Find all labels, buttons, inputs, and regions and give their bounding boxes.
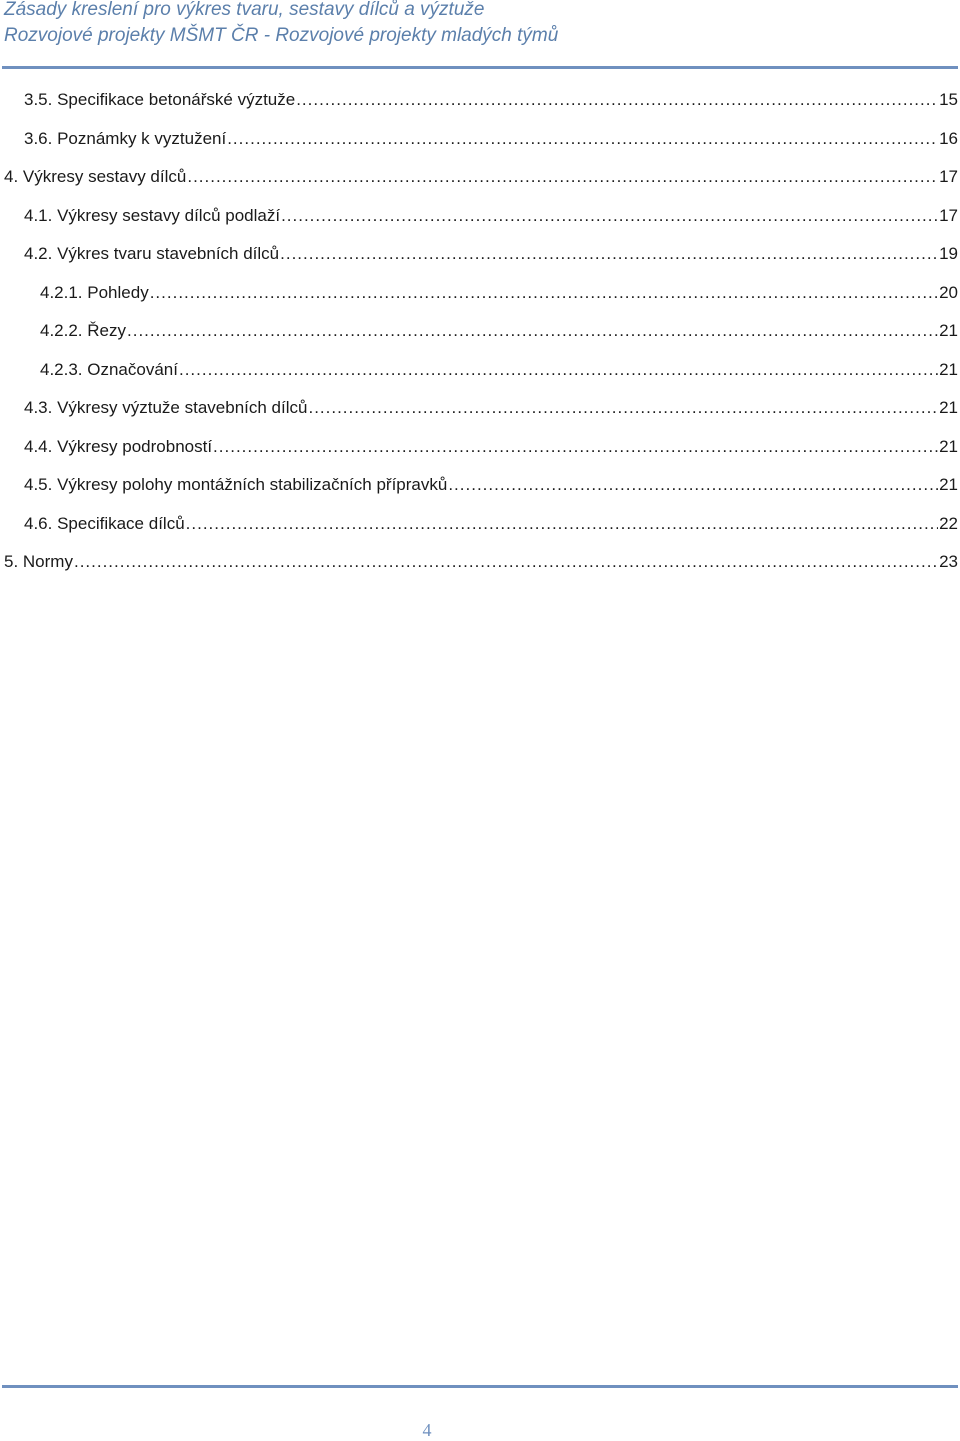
toc-entry-label: 3.6. Poznámky k vyztužení [24, 128, 227, 148]
toc-dot-leader [150, 280, 938, 306]
toc-entry-page: 20 [939, 282, 958, 302]
toc-entry-label: 4.5. Výkresy polohy montážních stabilizačních přípravků [24, 475, 448, 494]
toc-dot-leader [308, 395, 938, 421]
toc-entry[interactable] [40, 318, 958, 344]
toc-entry[interactable] [24, 472, 958, 498]
page-header [4, 0, 558, 49]
toc-entry[interactable] [24, 241, 958, 267]
toc-entry[interactable] [4, 549, 958, 575]
toc-entry-label: 4.2. Výkres tvaru stavebních dílců [24, 244, 280, 263]
toc-entry-label: 4.4. Výkresy podrobností [24, 436, 213, 456]
toc-entry[interactable] [24, 87, 958, 113]
toc-dot-leader [179, 357, 938, 383]
toc-entry[interactable] [24, 126, 958, 152]
footer-divider [2, 1385, 958, 1388]
toc-entry[interactable] [24, 434, 958, 460]
toc-dot-leader [296, 87, 938, 113]
header-title: Zásady kreslení pro výkres tvaru, sestavy dílců a výztuže [4, 0, 485, 20]
toc-entry-label: 5. Normy [4, 552, 73, 571]
toc-entry-page: 19 [939, 244, 958, 263]
toc-dot-leader [213, 434, 938, 460]
header-subtitle: Rozvojové projekty MŠMT ČR - Rozvojové projekty mladých týmů [4, 25, 559, 46]
toc-entry[interactable] [24, 395, 958, 421]
toc-entry-page: 21 [939, 321, 958, 340]
toc-entry-label: 4.1. Výkresy sestavy dílců podlaží [24, 205, 281, 225]
toc-entry-label: 4.6. Specifikace dílců [24, 513, 185, 533]
toc-entry-label: 4.2.3. Označování [40, 359, 178, 379]
toc-entry[interactable] [40, 357, 958, 383]
toc-entry-page: 21 [939, 436, 958, 456]
toc-dot-leader [280, 241, 938, 267]
toc-entry-page: 21 [939, 475, 958, 494]
toc-dot-leader [448, 472, 938, 498]
toc-entry[interactable] [24, 511, 958, 537]
toc-entry[interactable] [40, 280, 958, 306]
toc-entry-page: 16 [939, 128, 958, 148]
toc-entry-label: 4.2.2. Řezy [40, 321, 126, 340]
toc-dot-leader [74, 549, 938, 575]
toc-entry-label: 4.2.1. Pohledy [40, 282, 149, 302]
toc-entry-page: 21 [939, 359, 958, 379]
toc-entry-page: 17 [939, 167, 958, 186]
toc-entry-page: 15 [939, 90, 958, 109]
toc-dot-leader [127, 318, 938, 344]
toc-entry-label: 3.5. Specifikace betonářské výztuže [24, 90, 296, 109]
header-divider [2, 66, 958, 69]
toc-entry-page: 21 [939, 398, 958, 417]
page-number: 4 [422, 1420, 432, 1440]
toc-entry-label: 4.3. Výkresy výztuže stavebních dílců [24, 398, 308, 417]
toc-dot-leader [227, 126, 938, 152]
toc-entry[interactable] [24, 203, 958, 229]
toc-entry-page: 22 [939, 513, 958, 533]
toc-entry-page: 17 [939, 205, 958, 225]
toc-entry[interactable] [4, 164, 958, 190]
toc-dot-leader [281, 203, 938, 229]
toc-dot-leader [186, 511, 938, 537]
toc-dot-leader [187, 164, 938, 190]
toc-entry-page: 23 [939, 552, 958, 571]
toc-entry-label: 4. Výkresy sestavy dílců [4, 167, 187, 186]
